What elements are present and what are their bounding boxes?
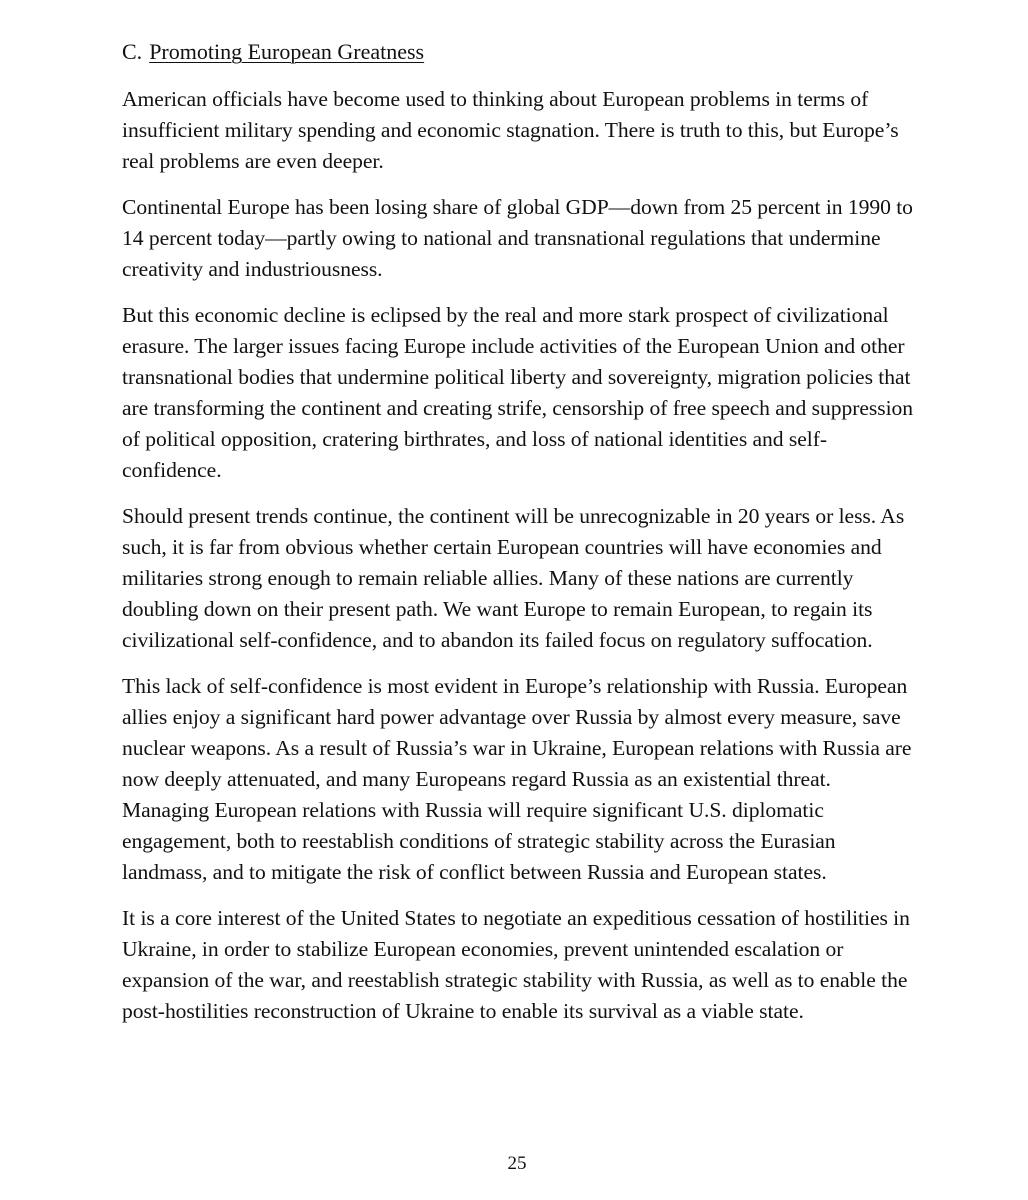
paragraph: It is a core interest of the United States to negotiate an expeditious cessation of hostilities in Ukraine, in order to stabilize European economies, prevent unintended escalation or expansion of the war, and reestablish strategic stability with Russia, as well as to enable the post-hostilities reconstruction of Ukraine to enable its survival as a viable state. [122,906,910,1023]
paragraph: This lack of self-confidence is most evident in Europe’s relationship with Russia. European allies enjoy a significant hard power advantage over Russia by almost every measure, save nuclear weapons. As a result of Russia’s war in Ukraine, European relations with Russia are now deeply attenuated, and many Europeans regard Russia as an existential threat. Managing European relations with Russia will require significant U.S. diplomatic engagement, both to reestablish conditions of strategic stability across the Eurasian landmass, and to mitigate the risk of conflict between Russia and European states. [122,674,912,884]
paragraph: Continental Europe has been losing share of global GDP—down from 25 percent in 1990 to 14 percent today—partly owing to national and transnational regulations that undermine creativity and industriousness. [122,195,913,281]
section-heading [122,38,424,66]
page-number: 25 [507,1153,527,1174]
paragraph: But this economic decline is eclipsed by the real and more stark prospect of civilizational erasure. The larger issues facing Europe include activities of the European Union and other transnational bodies that undermine political liberty and sovereignty, migration policies that are transforming the continent and creating strife, censorship of free speech and suppression of political opposition, cratering birthrates, and loss of national identities and self-confidence. [122,303,914,482]
paragraph: American officials have become used to thinking about European problems in terms of insufficient military spending and economic stagnation. There is truth to this, but Europe’s real problems are even deeper. [122,87,899,173]
paragraph: Should present trends continue, the continent will be unrecognizable in 20 years or less. As such, it is far from obvious whether certain European countries will have economies and militaries strong enough to remain reliable allies. Many of these nations are currently doubling down on their present path. We want Europe to remain European, to regain its civilizational self-confidence, and to abandon its failed focus on regulatory suffocation. [122,504,905,652]
body-text [122,84,922,1042]
section-title: Promoting European Greatness [149,39,425,64]
section-letter: C. [122,39,143,64]
